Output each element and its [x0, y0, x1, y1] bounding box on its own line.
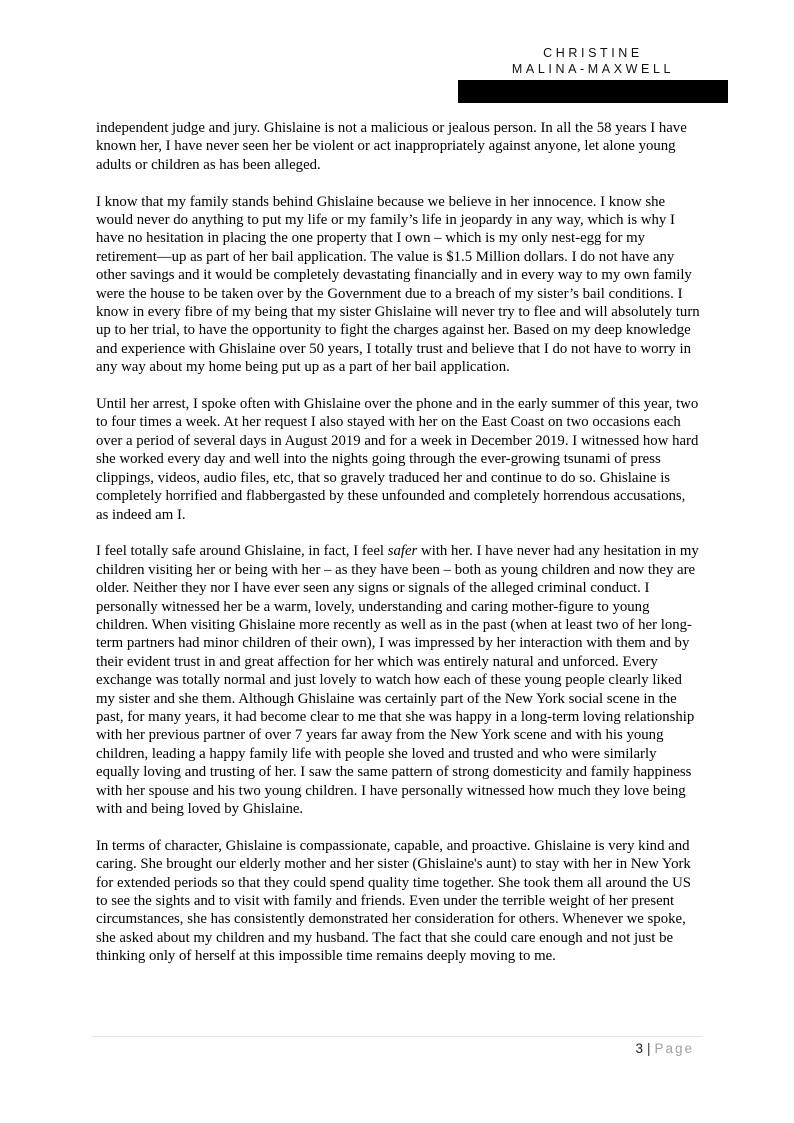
header-bar: [458, 80, 728, 103]
header-name-line2: MALINA-MAXWELL: [511, 62, 675, 76]
paragraph-1: independent judge and jury. Ghislaine is not a malicious or jealous person. In all the 58 years I have known her, I have never seen her be violent or act inappropriately against anyone, let alone young adults or children as has been alleged.: [96, 120, 687, 173]
paragraph-4-rest: with her. I have never had any hesitation in my children visiting her or being with her – as they have been – both as young children and now they are older. Neither they nor I have ever seen any signs or signals of the alleged criminal conduct. I personally witnessed her be a warm, lovely, understanding and caring mother-figure to young children. When visiting Ghislaine more recently as well as in the past (when at least two of her long-term partners had minor children of their own), I was impressed by her interaction with them and by their evident trust in and great affection for her which was entirely natural and unforced. Every exchange was totally normal and just lovely to watch how each of these young people clearly liked my sister and she them. Although Ghislaine was certainly part of the New York social scene in the past, for many years, it had become clear to me that she was happy in a long-term loving relationship with her previous partner of over 7 years far away from the New York scene and with his young children, leading a happy family life with people she loved and trusted and who were similarly equally loving and trusting of her. I saw the same pattern of strong domesticity and family happiness with her spouse and his two young children. I have personally witnessed how much they love being with and being loved by Ghislaine.: [96, 543, 699, 817]
paragraph-4: [96, 542, 700, 818]
header-name-line1: CHRISTINE: [543, 46, 643, 60]
footer-rule: [92, 1036, 702, 1037]
page-number: 3: [635, 1041, 643, 1056]
paragraph-5: In terms of character, Ghislaine is compassionate, capable, and proactive. Ghislaine is very kind and caring. She brought our elderly mother and her sister (Ghislaine's aunt) to stay with her in New York for extended periods so that they could spend quality time together. She took them all around the US to see the sights and to visit with family and friends. Even under the terrible weight of her present circumstances, she has consistently demonstrated her consideration for others. Whenever we spoke, she asked about my children and my husband. The fact that she could care enough and not just be thinking only of herself at this impossible time remains deeply moving to me.: [96, 837, 692, 965]
page-separator: |: [646, 1041, 651, 1056]
paragraph-4-start: I feel totally safe around Ghislaine, in fact, I feel: [96, 543, 388, 560]
page-label: Page: [654, 1041, 694, 1056]
paragraph-3: Until her arrest, I spoke often with Ghislaine over the phone and in the early summer of this year, two to four times a week. At her request I also stayed with her on the East Coast on two occasions each over a period of several days in August 2019 and for a week in December 2019. I witnessed how hard she worked every day and well into the nights going through the ever-growing tsunami of press clippings, videos, audio files, etc, that so gravely traduced her and continue to do so. Ghislaine is completely horrified and flabbergasted by these unfounded and completely horrendous accusations, as indeed am I.: [96, 396, 699, 523]
letter-body: [96, 119, 700, 984]
paragraph-2: I know that my family stands behind Ghislaine because we believe in her innocence. I know she would never do anything to put my life or my family’s life in jeopardy in any way, which is why I have no hesitation in placing the one property that I own – which is my only nest-egg for my retirement—up as part of her bail application. The value is $1.5 Million dollars. I do not have any other savings and it would be completely devastating financially and in every way to my own family were the house to be taken over by the Government due to a breach of my sister’s bail conditions. I know in every fibre of my being that my sister Ghislaine will never try to flee and will absolutely turn up to her trial, to have the opportunity to fight the charges against her. Based on my deep knowledge and experience with Ghislaine over 50 years, I totally trust and believe that I do not have to worry in any way about my home being put up as a part of her bail application.: [96, 193, 700, 376]
page-footer: [635, 1041, 694, 1056]
paragraph-4-emphasis: safer: [387, 543, 418, 560]
